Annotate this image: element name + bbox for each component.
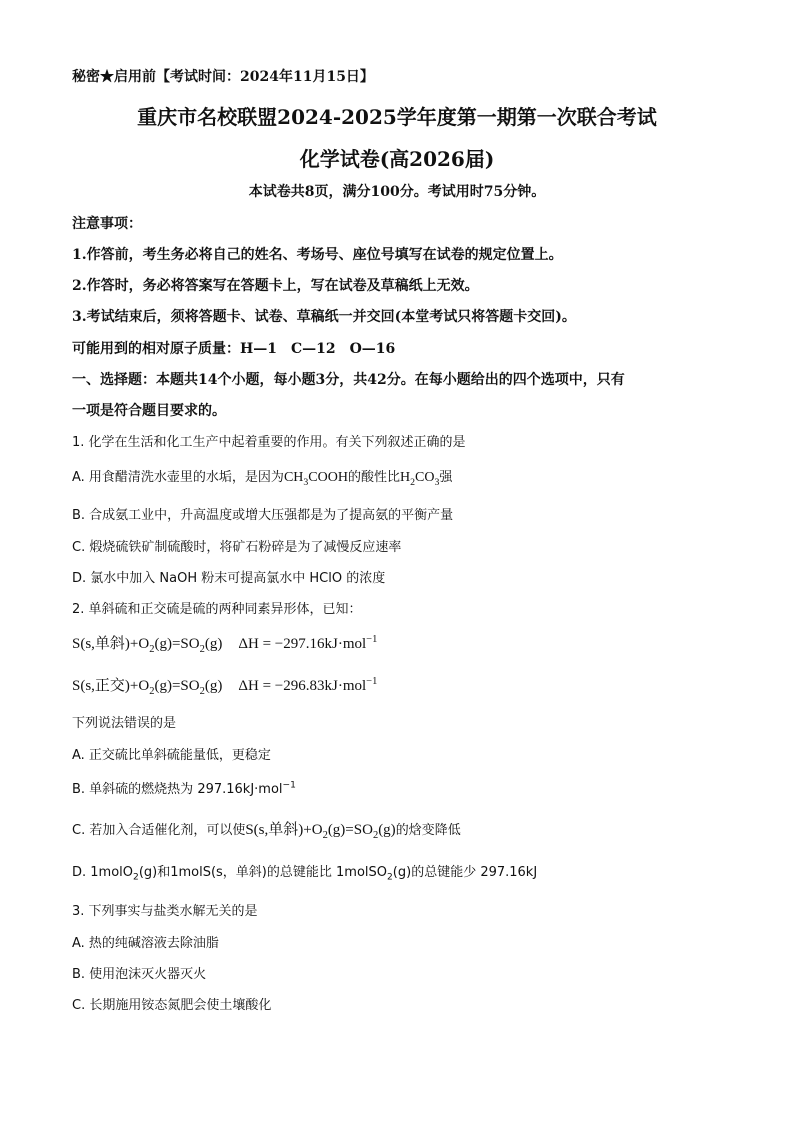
notice-item-3: 3.考试结束后，须将答题卡、试卷、草稿纸一并交回(本堂考试只将答题卡交回)。 xyxy=(72,309,576,325)
question-1-option-a: A. 用食醋清洗水壶里的水垢，是因为$CH_3COOH$的酸性比$H_2CO_3$强 xyxy=(72,470,453,488)
question-2-option-c: C. 若加入合适催化剂，可以使S(s,单斜)$+O_2(g)=SO_2(g)$的焓变降低 xyxy=(72,822,461,841)
exam-info: 本试卷共8页，满分100分。考试用时75分钟。 xyxy=(248,184,546,200)
question-1-option-b: B. 合成氨工业中，升高温度或增大压强都是为了提高氨的平衡产量 xyxy=(72,508,454,523)
thermo-equation-1: S(s,单斜)$+O_2(g)=SO_2(g)$ ΔH = −297.16kJ·mol$^{-1}$ xyxy=(72,634,378,655)
thermo-equation-2: S(s,正交)$+O_2(g)=SO_2(g)$ ΔH = −296.83kJ·mol$^{-1}$ xyxy=(72,676,378,697)
atomic-mass-line: 可能用到的相对原子质量：H—1 C—12 O—16 xyxy=(72,341,396,357)
question-1-stem: 1. 化学在生活和化工生产中起着重要的作用。有关下列叙述正确的是 xyxy=(72,435,466,450)
question-2-option-a: A. 正交硫比单斜硫能量低，更稳定 xyxy=(72,748,271,763)
exam-title: 重庆市名校联盟2024-2025学年度第一期第一次联合考试 xyxy=(137,105,657,129)
question-1-option-d: D. 氯水中加入 NaOH 粉末可提高氯水中 HClO 的浓度 xyxy=(72,571,386,586)
section-heading-line-1: 一、选择题：本题共14个小题，每小题3分，共42分。在每小题给出的四个选项中，只有 xyxy=(72,372,625,388)
confidential-note: 秘密★启用前【考试时间：2024年11月15日】 xyxy=(72,69,374,85)
question-3-option-a: A. 热的纯碱溶液去除油脂 xyxy=(72,936,219,951)
question-3-option-b: B. 使用泡沫灭火器灭火 xyxy=(72,967,207,982)
question-3-stem: 3. 下列事实与盐类水解无关的是 xyxy=(72,904,258,919)
question-1-option-c: C. 煅烧硫铁矿制硫酸时，将矿石粉碎是为了减慢反应速率 xyxy=(72,540,402,555)
question-3-option-c: C. 长期施用铵态氮肥会使土壤酸化 xyxy=(72,998,272,1013)
notice-item-1: 1.作答前，考生务必将自己的姓名、考场号、座位号填写在试卷的规定位置上。 xyxy=(72,247,563,263)
question-2-ask: 下列说法错误的是 xyxy=(72,716,177,731)
notice-item-2: 2.作答时，务必将答案写在答题卡上，写在试卷及草稿纸上无效。 xyxy=(72,278,479,294)
question-2-option-b: B. 单斜硫的燃烧热为 297.16kJ·mol$^{-1}$ xyxy=(72,780,296,797)
exam-subtitle: 化学试卷(高2026届) xyxy=(299,147,495,171)
question-2-option-d: D. 1molO$_2$(g)和1molS(s，单斜)的总键能比 1molSO$_2$(g)的总键能少 297.16kJ xyxy=(72,865,538,883)
question-2-stem: 2. 单斜硫和正交硫是硫的两种同素异形体，已知： xyxy=(72,602,362,617)
section-heading-line-2: 一项是符合题目要求的。 xyxy=(72,403,226,419)
notice-heading: 注意事项： xyxy=(72,216,142,232)
